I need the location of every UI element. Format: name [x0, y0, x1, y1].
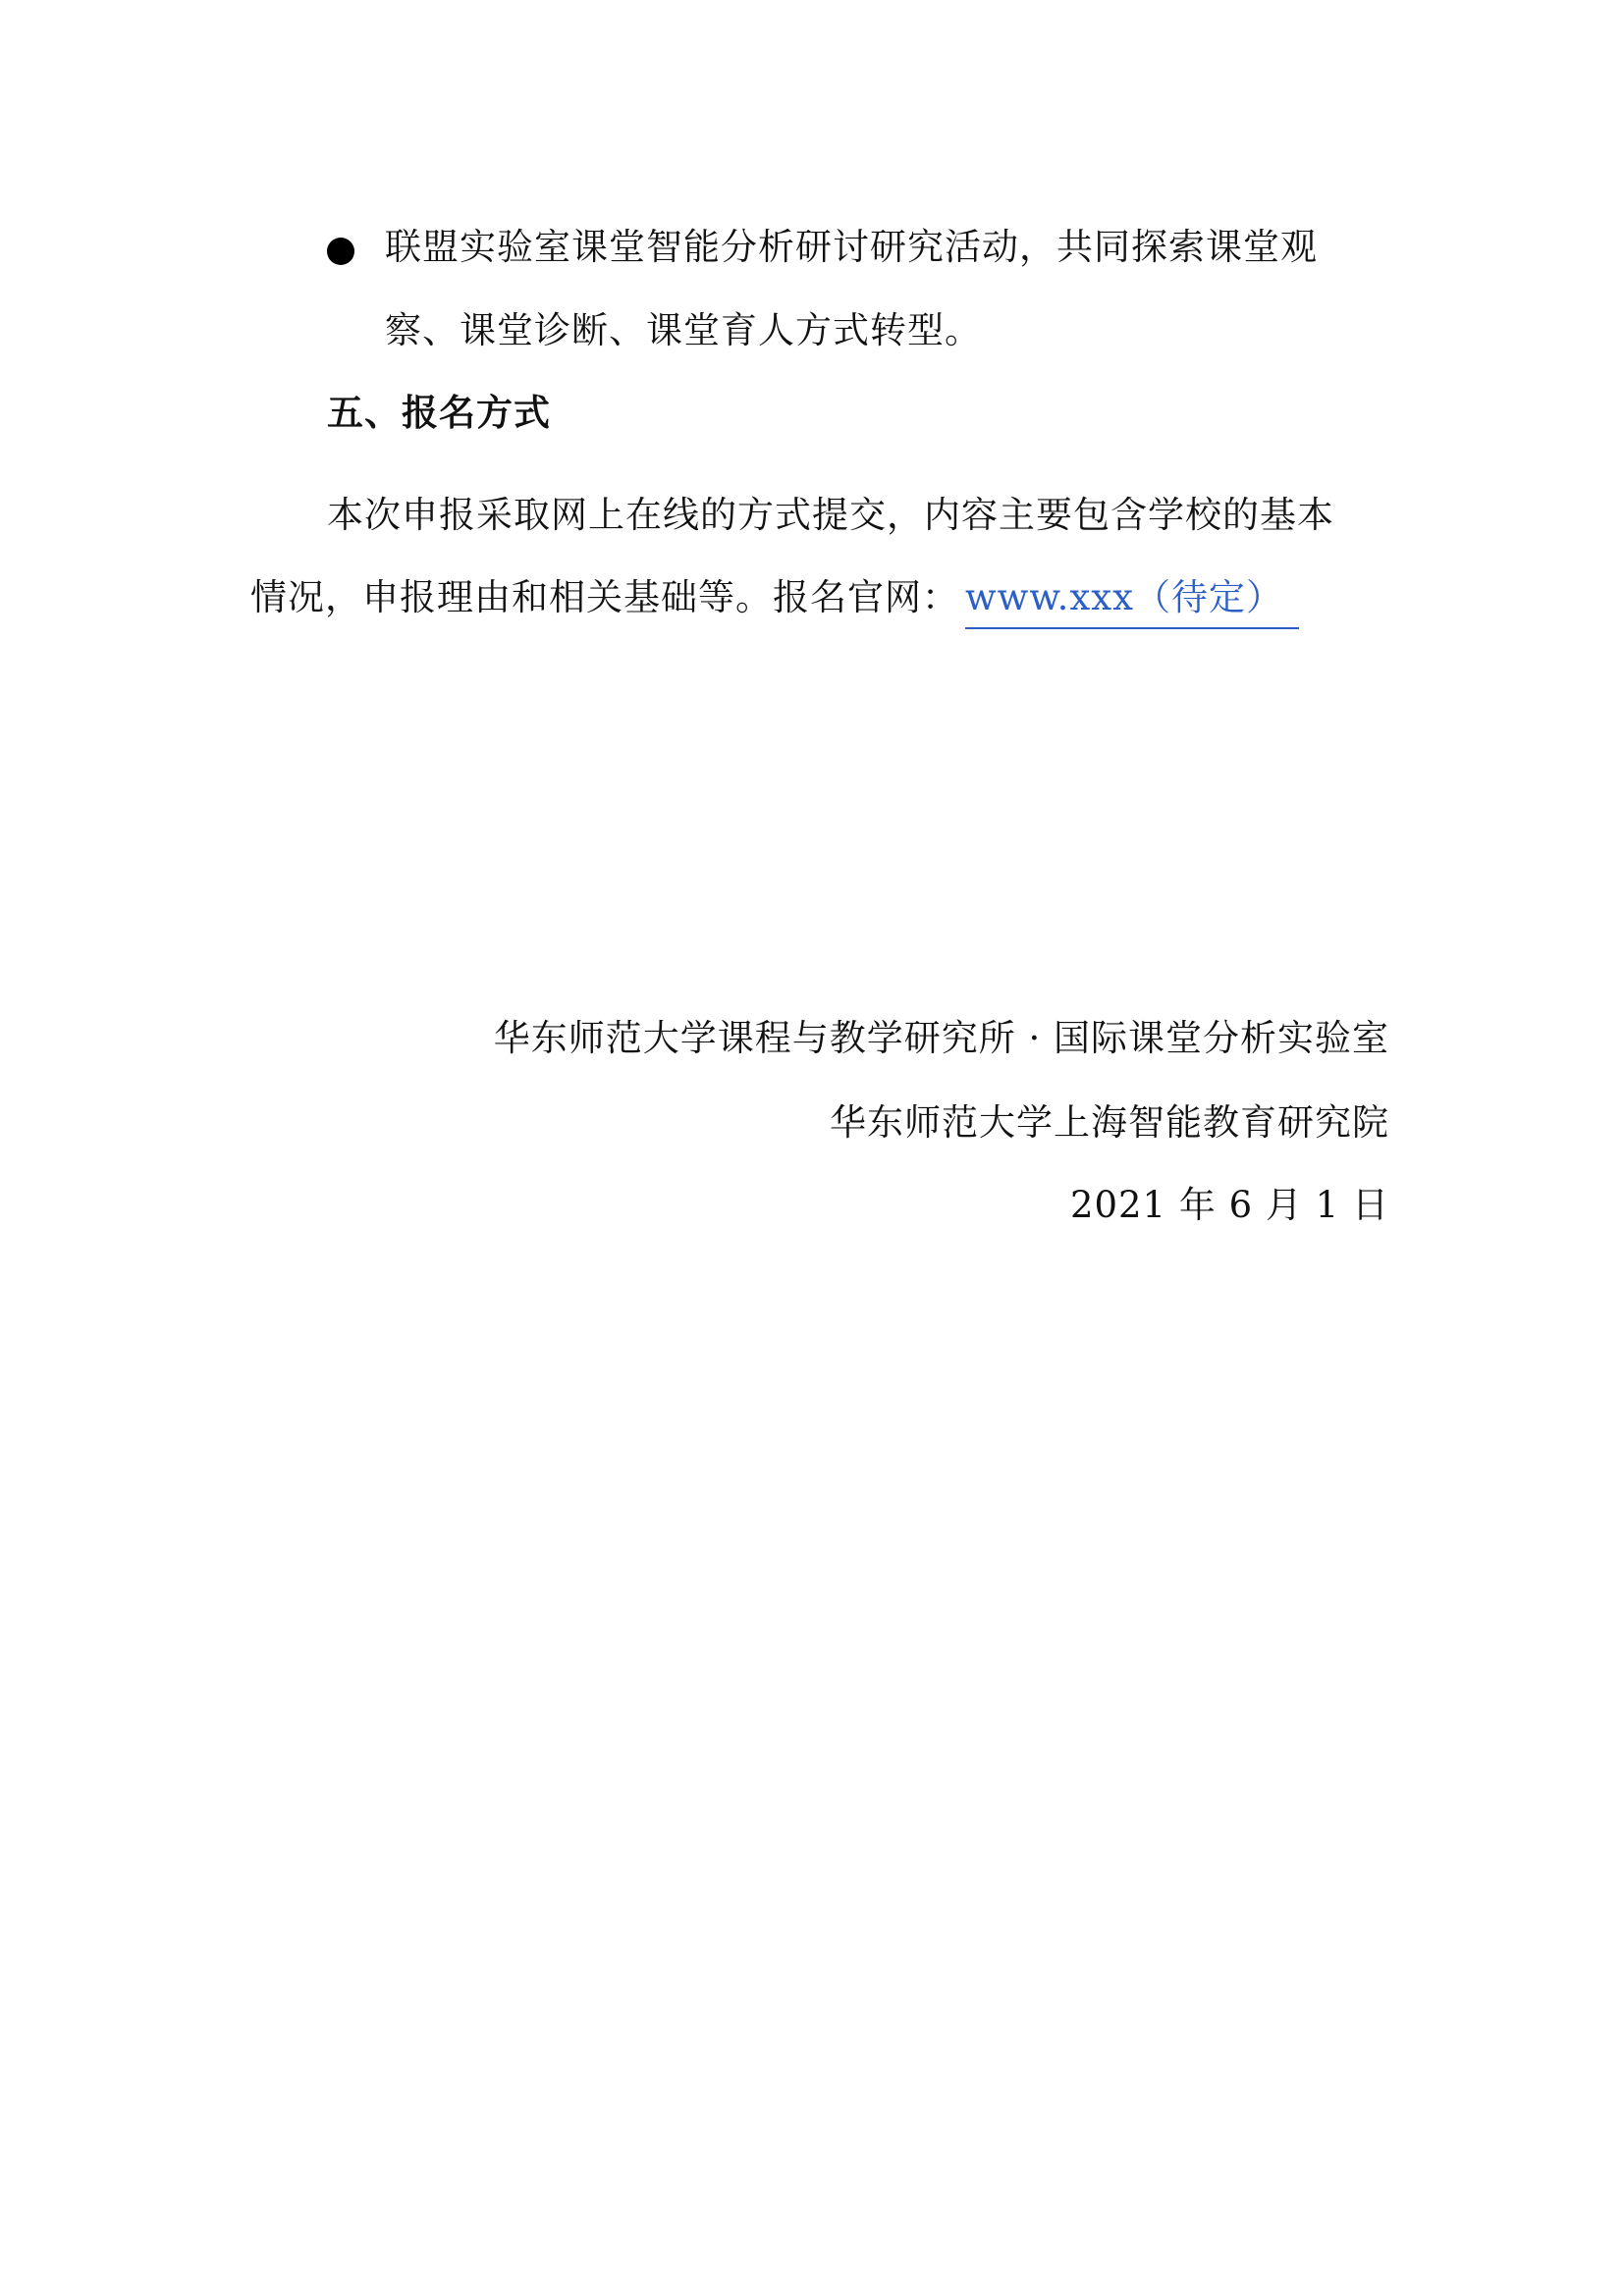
signature-date: 2021 年 6 月 1 日: [1069, 1184, 1389, 1226]
paragraph-line-2: [250, 574, 1299, 629]
bullet-point-icon: [327, 238, 354, 265]
paragraph-line-1: 本次申报采取网上在线的方式提交，内容主要包含学校的基本: [327, 494, 1334, 536]
section-heading: 五、报名方式: [327, 392, 551, 434]
signature-org-2: 华东师范大学上海智能教育研究院: [830, 1101, 1389, 1144]
signature-org-1: 华东师范大学课程与教学研究所 · 国际课堂分析实验室: [493, 1017, 1389, 1059]
registration-website-link[interactable]: www.xxx（待定）: [965, 574, 1299, 629]
bullet-text-line-1: 联盟实验室课堂智能分析研讨研究活动，共同探索课堂观: [385, 226, 1318, 268]
paragraph-line-2-text: 情况，申报理由和相关基础等。报名官网：: [250, 576, 959, 618]
bullet-text-line-2: 察、课堂诊断、课堂育人方式转型。: [385, 309, 982, 351]
